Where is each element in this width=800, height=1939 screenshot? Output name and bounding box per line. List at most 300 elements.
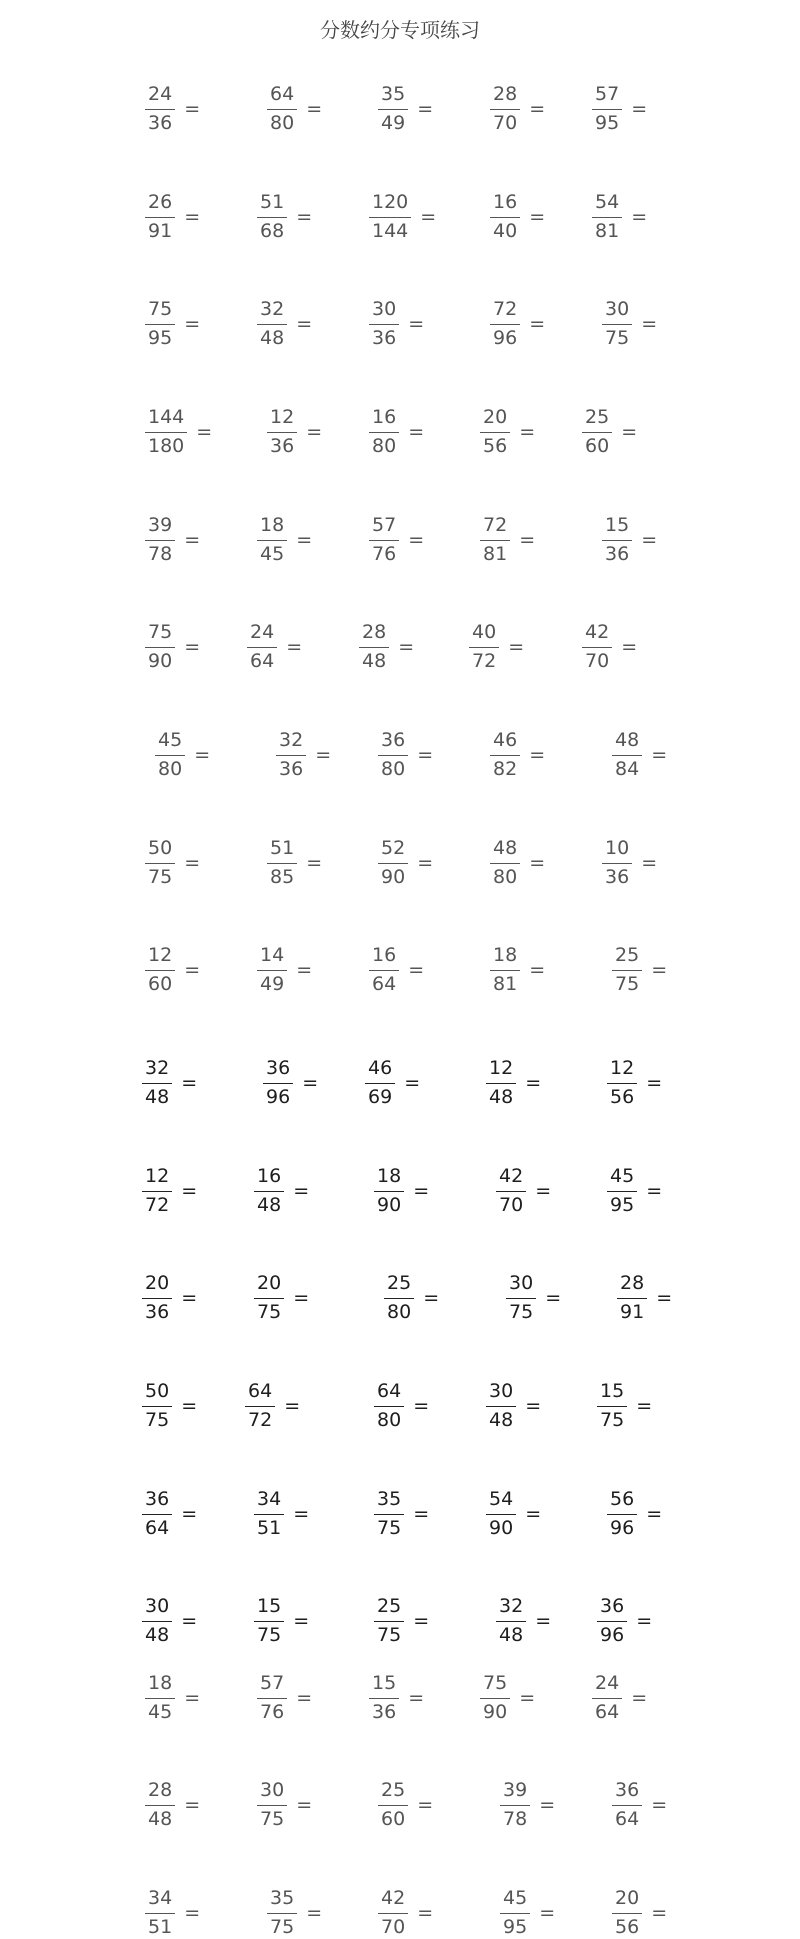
fraction bbox=[267, 1887, 297, 1939]
fraction-bar bbox=[490, 755, 520, 756]
fraction-problem bbox=[254, 1272, 309, 1324]
fraction-bar bbox=[490, 109, 520, 110]
denominator: 72 bbox=[145, 1194, 170, 1217]
fraction bbox=[500, 1887, 530, 1939]
fraction bbox=[145, 83, 175, 135]
numerator: 50 bbox=[148, 837, 173, 859]
fraction-bar bbox=[490, 863, 520, 864]
denominator: 80 bbox=[377, 1409, 402, 1432]
numerator: 34 bbox=[148, 1887, 173, 1909]
equals-sign: = bbox=[184, 529, 201, 552]
numerator: 36 bbox=[266, 1057, 291, 1079]
numerator: 25 bbox=[381, 1779, 406, 1801]
denominator: 75 bbox=[377, 1517, 402, 1540]
equals-sign: = bbox=[293, 1287, 310, 1310]
fraction-bar bbox=[245, 1406, 275, 1407]
equals-sign: = bbox=[641, 313, 658, 336]
fraction-bar bbox=[378, 755, 408, 756]
numerator: 24 bbox=[250, 621, 275, 643]
equals-sign: = bbox=[646, 1072, 663, 1095]
equals-sign: = bbox=[293, 1503, 310, 1526]
equals-sign: = bbox=[631, 206, 648, 229]
fraction-bar bbox=[145, 647, 175, 648]
numerator: 16 bbox=[372, 406, 397, 428]
equals-sign: = bbox=[413, 1395, 430, 1418]
fraction-bar bbox=[145, 109, 175, 110]
denominator: 96 bbox=[493, 327, 518, 350]
denominator: 64 bbox=[145, 1517, 170, 1540]
fraction bbox=[582, 406, 612, 458]
numerator: 75 bbox=[148, 298, 173, 320]
fraction-problem bbox=[254, 1165, 309, 1217]
denominator: 56 bbox=[483, 435, 508, 458]
fraction bbox=[486, 1380, 516, 1432]
equals-sign: = bbox=[519, 421, 536, 444]
fraction bbox=[145, 1672, 175, 1724]
equals-sign: = bbox=[184, 852, 201, 875]
equals-sign: = bbox=[184, 313, 201, 336]
fraction bbox=[155, 729, 185, 781]
fraction-problem bbox=[490, 944, 545, 996]
denominator: 78 bbox=[503, 1808, 528, 1831]
fraction-problem bbox=[267, 406, 322, 458]
fraction-bar bbox=[378, 1805, 408, 1806]
fraction bbox=[469, 621, 499, 673]
fraction bbox=[607, 1488, 637, 1540]
equals-sign: = bbox=[646, 1180, 663, 1203]
numerator: 34 bbox=[257, 1488, 282, 1510]
equals-sign: = bbox=[417, 1902, 434, 1925]
denominator: 36 bbox=[372, 327, 397, 350]
denominator: 49 bbox=[260, 973, 285, 996]
denominator: 36 bbox=[148, 112, 173, 135]
fraction-problem bbox=[247, 621, 302, 673]
denominator: 144 bbox=[372, 220, 409, 243]
equals-sign: = bbox=[529, 98, 546, 121]
fraction-problem bbox=[263, 1057, 318, 1109]
fraction-problem bbox=[486, 1488, 541, 1540]
fraction-bar bbox=[145, 217, 175, 218]
fraction-bar bbox=[602, 324, 632, 325]
fraction-bar bbox=[145, 1698, 175, 1699]
fraction-bar bbox=[369, 217, 411, 218]
fraction bbox=[480, 406, 510, 458]
fraction bbox=[365, 1057, 395, 1109]
denominator: 60 bbox=[381, 1808, 406, 1831]
numerator: 57 bbox=[595, 83, 620, 105]
equals-sign: = bbox=[535, 1610, 552, 1633]
fraction-bar bbox=[480, 1698, 510, 1699]
equals-sign: = bbox=[181, 1287, 198, 1310]
fraction bbox=[496, 1595, 526, 1647]
numerator: 32 bbox=[260, 298, 285, 320]
equals-sign: = bbox=[408, 1687, 425, 1710]
fraction-problem bbox=[500, 1779, 555, 1831]
denominator: 76 bbox=[260, 1701, 285, 1724]
fraction-problem bbox=[612, 1779, 667, 1831]
denominator: 96 bbox=[266, 1086, 291, 1109]
numerator: 12 bbox=[148, 944, 173, 966]
fraction-problem bbox=[142, 1595, 197, 1647]
numerator: 45 bbox=[503, 1887, 528, 1909]
fraction-bar bbox=[617, 1298, 647, 1299]
denominator: 96 bbox=[600, 1624, 625, 1647]
fraction bbox=[490, 837, 520, 889]
denominator: 45 bbox=[148, 1701, 173, 1724]
fraction-problem bbox=[155, 729, 210, 781]
equals-sign: = bbox=[621, 636, 638, 659]
fraction-bar bbox=[592, 109, 622, 110]
equals-sign: = bbox=[651, 744, 668, 767]
numerator: 42 bbox=[381, 1887, 406, 1909]
fraction bbox=[480, 1672, 510, 1724]
fraction-problem bbox=[254, 1595, 309, 1647]
denominator: 48 bbox=[260, 327, 285, 350]
fraction bbox=[378, 729, 408, 781]
fraction-problem bbox=[374, 1165, 429, 1217]
fraction-problem bbox=[145, 837, 200, 889]
numerator: 45 bbox=[610, 1165, 635, 1187]
equals-sign: = bbox=[184, 1687, 201, 1710]
equals-sign: = bbox=[636, 1395, 653, 1418]
numerator: 35 bbox=[377, 1488, 402, 1510]
fraction-problem bbox=[145, 514, 200, 566]
numerator: 16 bbox=[372, 944, 397, 966]
denominator: 45 bbox=[260, 543, 285, 566]
fraction bbox=[142, 1488, 172, 1540]
numerator: 26 bbox=[148, 191, 173, 213]
denominator: 60 bbox=[585, 435, 610, 458]
numerator: 72 bbox=[493, 298, 518, 320]
denominator: 48 bbox=[489, 1409, 514, 1432]
numerator: 18 bbox=[493, 944, 518, 966]
numerator: 54 bbox=[595, 191, 620, 213]
equals-sign: = bbox=[306, 852, 323, 875]
denominator: 64 bbox=[372, 973, 397, 996]
fraction-bar bbox=[257, 1805, 287, 1806]
fraction-problem bbox=[145, 1779, 200, 1831]
denominator: 90 bbox=[483, 1701, 508, 1724]
fraction-bar bbox=[267, 863, 297, 864]
fraction bbox=[602, 298, 632, 350]
equals-sign: = bbox=[286, 636, 303, 659]
fraction-bar bbox=[486, 1514, 516, 1515]
fraction-problem bbox=[496, 1165, 551, 1217]
numerator: 18 bbox=[148, 1672, 173, 1694]
equals-sign: = bbox=[539, 1902, 556, 1925]
fraction-bar bbox=[602, 863, 632, 864]
fraction bbox=[490, 729, 520, 781]
equals-sign: = bbox=[525, 1072, 542, 1095]
equals-sign: = bbox=[184, 98, 201, 121]
numerator: 12 bbox=[610, 1057, 635, 1079]
equals-sign: = bbox=[306, 98, 323, 121]
denominator: 84 bbox=[615, 758, 640, 781]
fraction bbox=[592, 191, 622, 243]
denominator: 80 bbox=[372, 435, 397, 458]
fraction-problem bbox=[607, 1165, 662, 1217]
fraction-bar bbox=[374, 1406, 404, 1407]
numerator: 52 bbox=[381, 837, 406, 859]
numerator: 18 bbox=[260, 514, 285, 536]
fraction-problem bbox=[257, 1672, 312, 1724]
fraction bbox=[257, 514, 287, 566]
denominator: 48 bbox=[362, 650, 387, 673]
fraction-bar bbox=[500, 1805, 530, 1806]
denominator: 80 bbox=[158, 758, 183, 781]
numerator: 72 bbox=[483, 514, 508, 536]
fraction bbox=[490, 191, 520, 243]
fraction-bar bbox=[145, 1805, 175, 1806]
numerator: 45 bbox=[158, 729, 183, 751]
denominator: 48 bbox=[145, 1624, 170, 1647]
numerator: 25 bbox=[585, 406, 610, 428]
denominator: 36 bbox=[605, 543, 630, 566]
numerator: 40 bbox=[472, 621, 497, 643]
fraction bbox=[145, 514, 175, 566]
fraction-problem bbox=[145, 83, 200, 135]
fraction-problem bbox=[145, 1887, 200, 1939]
fraction-problem bbox=[469, 621, 524, 673]
denominator: 64 bbox=[595, 1701, 620, 1724]
fraction-bar bbox=[496, 1191, 526, 1192]
fraction-bar bbox=[486, 1083, 516, 1084]
equals-sign: = bbox=[641, 852, 658, 875]
fraction-problem bbox=[145, 191, 200, 243]
fraction bbox=[257, 944, 287, 996]
numerator: 50 bbox=[145, 1380, 170, 1402]
fraction bbox=[254, 1595, 284, 1647]
numerator: 64 bbox=[270, 83, 295, 105]
fraction-bar bbox=[254, 1298, 284, 1299]
equals-sign: = bbox=[631, 1687, 648, 1710]
fraction bbox=[374, 1165, 404, 1217]
fraction bbox=[142, 1272, 172, 1324]
fraction bbox=[145, 406, 187, 458]
fraction bbox=[145, 944, 175, 996]
fraction bbox=[490, 944, 520, 996]
numerator: 36 bbox=[600, 1595, 625, 1617]
equals-sign: = bbox=[181, 1180, 198, 1203]
fraction-problem bbox=[378, 83, 433, 135]
denominator: 81 bbox=[493, 973, 518, 996]
fraction-problem bbox=[486, 1057, 541, 1109]
fraction bbox=[612, 1779, 642, 1831]
fraction bbox=[374, 1595, 404, 1647]
equals-sign: = bbox=[539, 1794, 556, 1817]
fraction-bar bbox=[582, 432, 612, 433]
numerator: 46 bbox=[493, 729, 518, 751]
fraction-bar bbox=[369, 540, 399, 541]
fraction bbox=[378, 837, 408, 889]
equals-sign: = bbox=[293, 1610, 310, 1633]
equals-sign: = bbox=[636, 1610, 653, 1633]
fraction-problem bbox=[257, 944, 312, 996]
denominator: 75 bbox=[257, 1624, 282, 1647]
fraction bbox=[582, 621, 612, 673]
numerator: 39 bbox=[503, 1779, 528, 1801]
fraction bbox=[374, 1380, 404, 1432]
denominator: 90 bbox=[148, 650, 173, 673]
fraction bbox=[378, 83, 408, 135]
equals-sign: = bbox=[413, 1503, 430, 1526]
denominator: 48 bbox=[499, 1624, 524, 1647]
fraction-bar bbox=[267, 109, 297, 110]
fraction-problem bbox=[612, 944, 667, 996]
fraction-problem bbox=[378, 1779, 433, 1831]
fraction-bar bbox=[142, 1514, 172, 1515]
numerator: 28 bbox=[362, 621, 387, 643]
numerator: 28 bbox=[620, 1272, 645, 1294]
numerator: 51 bbox=[270, 837, 295, 859]
denominator: 78 bbox=[148, 543, 173, 566]
denominator: 51 bbox=[257, 1517, 282, 1540]
fraction-problem bbox=[365, 1057, 420, 1109]
fraction bbox=[267, 406, 297, 458]
fraction bbox=[607, 1057, 637, 1109]
fraction-bar bbox=[247, 647, 277, 648]
equals-sign: = bbox=[296, 959, 313, 982]
numerator: 20 bbox=[145, 1272, 170, 1294]
fraction-problem bbox=[378, 729, 433, 781]
fraction bbox=[145, 191, 175, 243]
fraction-problem bbox=[617, 1272, 672, 1324]
fraction bbox=[480, 514, 510, 566]
fraction bbox=[142, 1595, 172, 1647]
numerator: 32 bbox=[145, 1057, 170, 1079]
denominator: 95 bbox=[503, 1916, 528, 1939]
fraction bbox=[500, 1779, 530, 1831]
numerator: 35 bbox=[270, 1887, 295, 1909]
fraction-problem bbox=[142, 1380, 197, 1432]
fraction-problem bbox=[612, 1887, 667, 1939]
numerator: 48 bbox=[615, 729, 640, 751]
denominator: 96 bbox=[610, 1517, 635, 1540]
denominator: 80 bbox=[381, 758, 406, 781]
fraction bbox=[597, 1380, 627, 1432]
numerator: 25 bbox=[387, 1272, 412, 1294]
fraction-problem bbox=[602, 298, 657, 350]
equals-sign: = bbox=[621, 421, 638, 444]
denominator: 70 bbox=[381, 1916, 406, 1939]
numerator: 16 bbox=[257, 1165, 282, 1187]
fraction-bar bbox=[500, 1913, 530, 1914]
fraction-bar bbox=[592, 217, 622, 218]
fraction-problem bbox=[602, 837, 657, 889]
equals-sign: = bbox=[408, 421, 425, 444]
numerator: 42 bbox=[499, 1165, 524, 1187]
denominator: 80 bbox=[493, 866, 518, 889]
fraction bbox=[142, 1165, 172, 1217]
fraction-problem bbox=[145, 406, 212, 458]
fraction-problem bbox=[369, 406, 424, 458]
equals-sign: = bbox=[417, 98, 434, 121]
denominator: 48 bbox=[148, 1808, 173, 1831]
numerator: 57 bbox=[372, 514, 397, 536]
fraction bbox=[369, 944, 399, 996]
denominator: 91 bbox=[148, 220, 173, 243]
fraction-bar bbox=[142, 1406, 172, 1407]
fraction bbox=[607, 1165, 637, 1217]
denominator: 36 bbox=[605, 866, 630, 889]
fraction-bar bbox=[145, 970, 175, 971]
numerator: 75 bbox=[148, 621, 173, 643]
fraction-problem bbox=[612, 729, 667, 781]
fraction-problem bbox=[490, 191, 545, 243]
numerator: 75 bbox=[483, 1672, 508, 1694]
equals-sign: = bbox=[529, 313, 546, 336]
equals-sign: = bbox=[529, 744, 546, 767]
numerator: 28 bbox=[148, 1779, 173, 1801]
denominator: 90 bbox=[381, 866, 406, 889]
fraction bbox=[142, 1380, 172, 1432]
equals-sign: = bbox=[525, 1395, 542, 1418]
denominator: 76 bbox=[372, 543, 397, 566]
fraction-problem bbox=[374, 1488, 429, 1540]
fraction-problem bbox=[480, 1672, 535, 1724]
fraction-problem bbox=[142, 1488, 197, 1540]
denominator: 48 bbox=[489, 1086, 514, 1109]
denominator: 72 bbox=[472, 650, 497, 673]
denominator: 75 bbox=[148, 866, 173, 889]
fraction-problem bbox=[267, 83, 322, 135]
denominator: 36 bbox=[145, 1301, 170, 1324]
equals-sign: = bbox=[184, 959, 201, 982]
equals-sign: = bbox=[196, 421, 213, 444]
fraction-bar bbox=[257, 540, 287, 541]
numerator: 64 bbox=[248, 1380, 273, 1402]
fraction-bar bbox=[369, 970, 399, 971]
fraction-bar bbox=[254, 1514, 284, 1515]
fraction-bar bbox=[369, 324, 399, 325]
denominator: 70 bbox=[493, 112, 518, 135]
fraction-bar bbox=[142, 1083, 172, 1084]
fraction-bar bbox=[369, 1698, 399, 1699]
fraction-problem bbox=[254, 1488, 309, 1540]
numerator: 35 bbox=[381, 83, 406, 105]
fraction-bar bbox=[612, 1913, 642, 1914]
fraction bbox=[592, 1672, 622, 1724]
equals-sign: = bbox=[408, 959, 425, 982]
fraction-bar bbox=[369, 432, 399, 433]
numerator: 15 bbox=[605, 514, 630, 536]
denominator: 75 bbox=[605, 327, 630, 350]
fraction-bar bbox=[257, 324, 287, 325]
fraction-problem bbox=[592, 83, 647, 135]
numerator: 15 bbox=[257, 1595, 282, 1617]
fraction bbox=[267, 83, 297, 135]
numerator: 30 bbox=[260, 1779, 285, 1801]
fraction-problem bbox=[145, 621, 200, 673]
fraction-problem bbox=[142, 1165, 197, 1217]
fraction bbox=[254, 1488, 284, 1540]
numerator: 36 bbox=[381, 729, 406, 751]
equals-sign: = bbox=[656, 1287, 673, 1310]
numerator: 46 bbox=[368, 1057, 393, 1079]
equals-sign: = bbox=[306, 1902, 323, 1925]
numerator: 30 bbox=[509, 1272, 534, 1294]
fraction bbox=[369, 406, 399, 458]
fraction-bar bbox=[480, 540, 510, 541]
fraction-problem bbox=[142, 1272, 197, 1324]
denominator: 75 bbox=[600, 1409, 625, 1432]
fraction-problem bbox=[378, 1887, 433, 1939]
numerator: 30 bbox=[489, 1380, 514, 1402]
numerator: 56 bbox=[610, 1488, 635, 1510]
numerator: 18 bbox=[377, 1165, 402, 1187]
equals-sign: = bbox=[545, 1287, 562, 1310]
fraction-bar bbox=[378, 863, 408, 864]
